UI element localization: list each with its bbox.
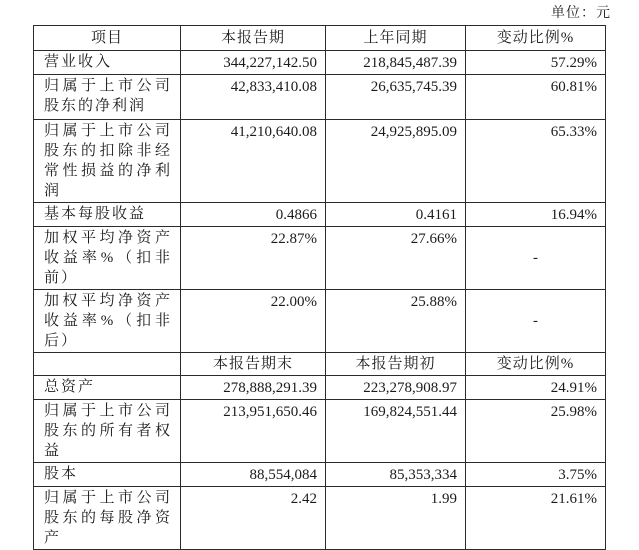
value-prior: 223,278,908.97	[326, 376, 466, 400]
value-change: -	[466, 290, 606, 353]
value-current: 41,210,640.08	[181, 120, 326, 203]
row-label: 加权平均净资产收益率%（扣非后）	[34, 290, 181, 353]
table-header-point	[34, 353, 606, 376]
table-row	[34, 203, 606, 227]
value-current: 42,833,410.08	[181, 75, 326, 120]
header-period-begin: 本报告期初	[326, 353, 466, 376]
value-change: 21.61%	[466, 487, 606, 550]
value-change: 24.91%	[466, 376, 606, 400]
table-row	[34, 120, 606, 203]
table-row	[34, 400, 606, 463]
financial-summary-table	[33, 25, 606, 550]
value-current: 88,554,084	[181, 463, 326, 487]
row-label: 总资产	[34, 376, 181, 400]
table-row	[34, 463, 606, 487]
row-label: 归属于上市公司股东的所有者权益	[34, 400, 181, 463]
table-row	[34, 487, 606, 550]
value-current: 22.87%	[181, 227, 326, 290]
table-row	[34, 227, 606, 290]
header-item-empty	[34, 353, 181, 376]
header-change-ratio: 变动比例%	[466, 353, 606, 376]
value-current: 22.00%	[181, 290, 326, 353]
header-current-period: 本报告期	[181, 26, 326, 51]
header-prior-period: 上年同期	[326, 26, 466, 51]
value-prior: 25.88%	[326, 290, 466, 353]
row-label: 加权平均净资产收益率%（扣非前）	[34, 227, 181, 290]
value-current: 344,227,142.50	[181, 51, 326, 75]
table-row	[34, 290, 606, 353]
value-prior: 27.66%	[326, 227, 466, 290]
value-current: 2.42	[181, 487, 326, 550]
value-prior: 169,824,551.44	[326, 400, 466, 463]
value-change: -	[466, 227, 606, 290]
table-row	[34, 75, 606, 120]
value-prior: 218,845,487.39	[326, 51, 466, 75]
header-change-ratio: 变动比例%	[466, 26, 606, 51]
value-change: 65.33%	[466, 120, 606, 203]
value-change: 25.98%	[466, 400, 606, 463]
value-prior: 1.99	[326, 487, 466, 550]
value-prior: 24,925,895.09	[326, 120, 466, 203]
value-current: 0.4866	[181, 203, 326, 227]
value-change: 3.75%	[466, 463, 606, 487]
value-prior: 85,353,334	[326, 463, 466, 487]
row-label: 归属于上市公司股东的每股净资产	[34, 487, 181, 550]
unit-label: 单位：元	[551, 6, 611, 21]
value-current: 278,888,291.39	[181, 376, 326, 400]
value-current: 213,951,650.46	[181, 400, 326, 463]
value-change: 57.29%	[466, 51, 606, 75]
header-item: 项目	[34, 26, 181, 51]
row-label: 归属于上市公司股东的扣除非经常性损益的净利润	[34, 120, 181, 203]
table-header-period	[34, 26, 606, 51]
row-label: 基本每股收益	[34, 203, 181, 227]
value-change: 16.94%	[466, 203, 606, 227]
table-row	[34, 376, 606, 400]
header-period-end: 本报告期末	[181, 353, 326, 376]
row-label: 归属于上市公司股东的净利润	[34, 75, 181, 120]
value-change: 60.81%	[466, 75, 606, 120]
value-prior: 0.4161	[326, 203, 466, 227]
row-label: 营业收入	[34, 51, 181, 75]
value-prior: 26,635,745.39	[326, 75, 466, 120]
table-row	[34, 51, 606, 75]
row-label: 股本	[34, 463, 181, 487]
